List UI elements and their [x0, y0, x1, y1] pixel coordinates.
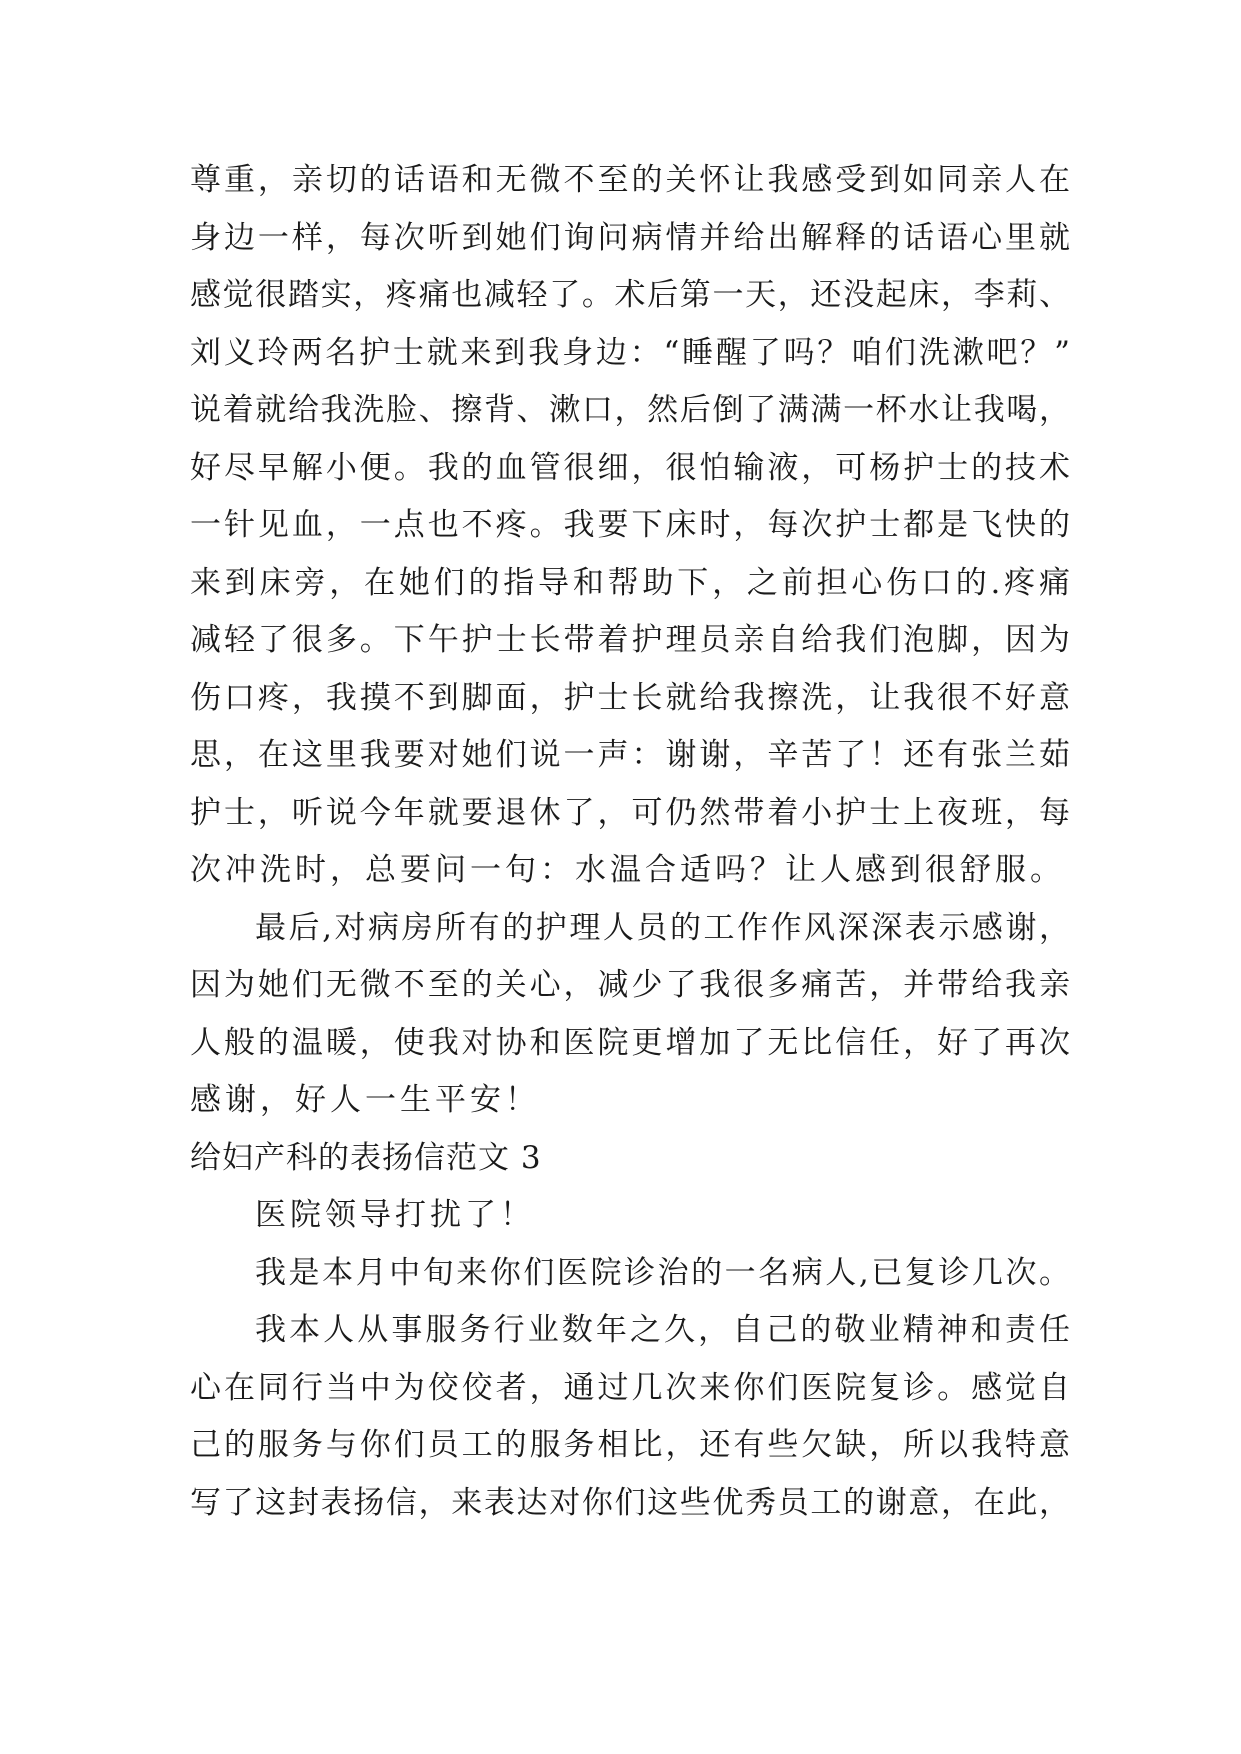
text-line: 减轻了很多。下午护士长带着护理员亲自给我们泡脚，因为 [190, 622, 1070, 658]
text-line: 次冲洗时，总要问一句：水温合适吗？让人感到很舒服。 [190, 852, 1065, 888]
salutation: 医院领导打扰了！ [255, 1197, 535, 1233]
paragraph-first-line: 最后,对病房所有的护理人员的工作作风深深表示感谢， [255, 910, 1070, 946]
paragraph-first-line: 我本人从事服务行业数年之久，自己的敬业精神和责任 [255, 1312, 1070, 1348]
text-line: 写了这封表扬信，来表达对你们这些优秀员工的谢意，在此， [190, 1485, 1070, 1521]
text-line: 因为她们无微不至的关心，减少了我很多痛苦，并带给我亲 [190, 967, 1070, 1003]
paragraph-first-line: 我是本月中旬来你们医院诊治的一名病人,已复诊几次。 [255, 1255, 1070, 1291]
text-line: 感觉很踏实，疼痛也减轻了。术后第一天，还没起床，李莉、 [190, 277, 1070, 313]
text-line: 身边一样，每次听到她们询问病情并给出解释的话语心里就 [190, 220, 1070, 256]
text-line: 心在同行当中为佼佼者，通过几次来你们医院复诊。感觉自 [190, 1370, 1070, 1406]
text-line: 思，在这里我要对她们说一声：谢谢，辛苦了！还有张兰茹 [190, 737, 1070, 773]
text-line: 好尽早解小便。我的血管很细，很怕输液，可杨护士的技术 [190, 450, 1070, 486]
text-line: 感谢，好人一生平安！ [190, 1082, 540, 1118]
text-line: 尊重，亲切的话语和无微不至的关怀让我感受到如同亲人在 [190, 162, 1070, 198]
text-line: 伤口疼，我摸不到脚面，护士长就给我擦洗，让我很不好意 [190, 680, 1070, 716]
text-line: 刘义玲两名护士就来到我身边：“睡醒了吗？咱们洗漱吧？” [190, 335, 1070, 371]
text-line: 说着就给我洗脸、擦背、漱口，然后倒了满满一杯水让我喝， [190, 392, 1070, 428]
section-heading: 给妇产科的表扬信范文 3 [190, 1140, 542, 1176]
text-line: 一针见血，一点也不疼。我要下床时，每次护士都是飞快的 [190, 507, 1070, 543]
text-line: 来到床旁，在她们的指导和帮助下，之前担心伤口的.疼痛 [190, 565, 1070, 601]
text-line: 护士，听说今年就要退休了，可仍然带着小护士上夜班，每 [190, 795, 1070, 831]
text-line: 己的服务与你们员工的服务相比，还有些欠缺，所以我特意 [190, 1427, 1070, 1463]
text-line: 人般的温暖，使我对协和医院更增加了无比信任，好了再次 [190, 1025, 1070, 1061]
